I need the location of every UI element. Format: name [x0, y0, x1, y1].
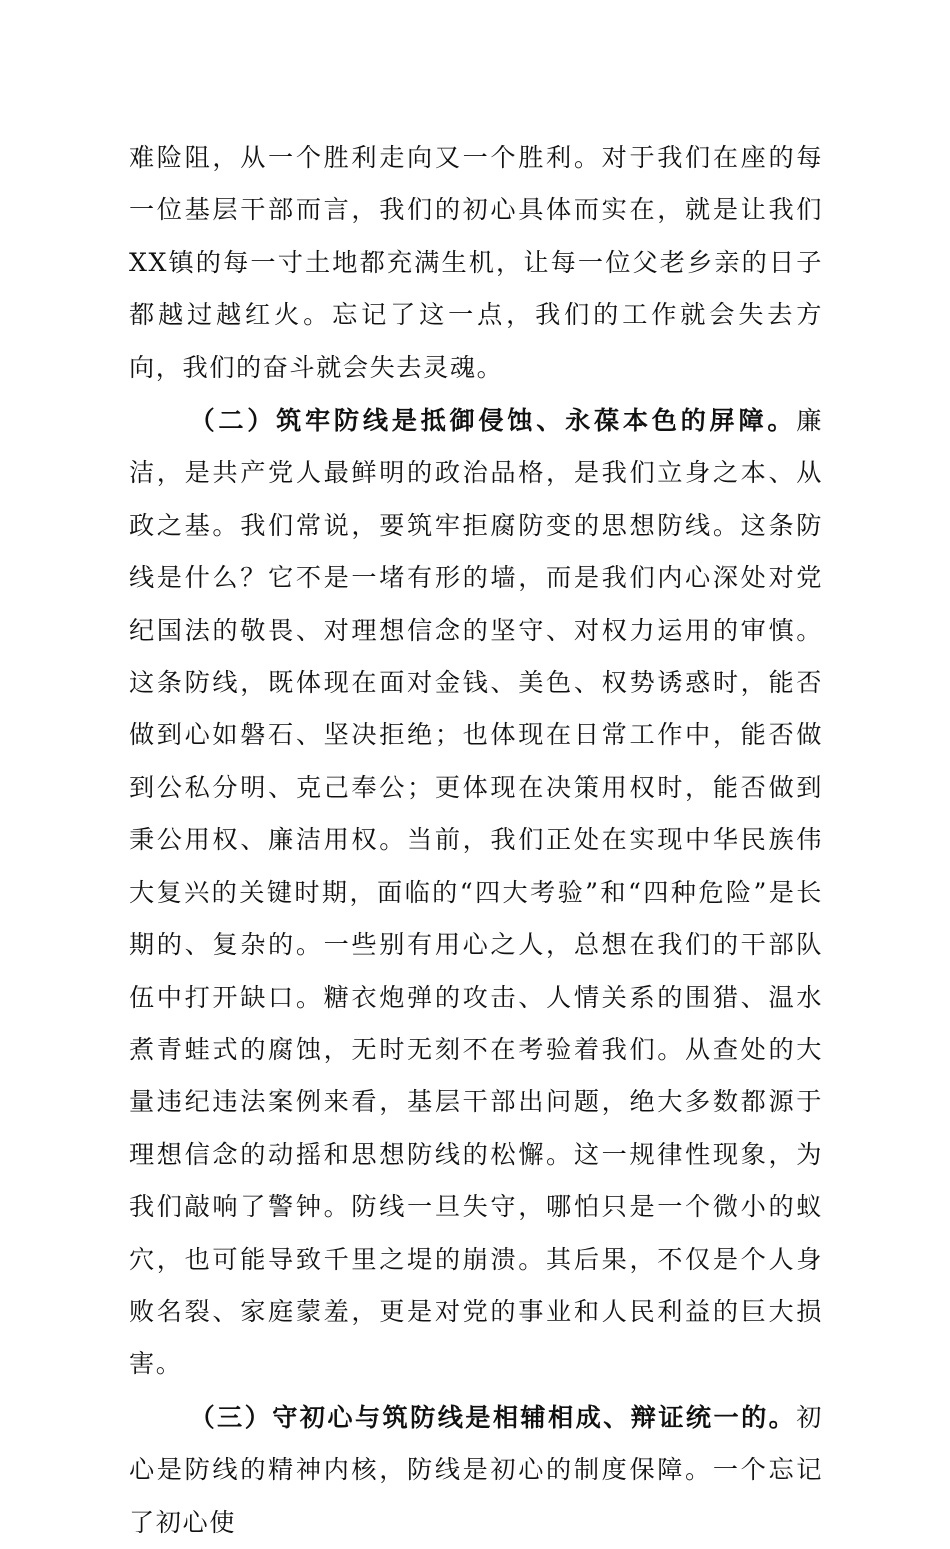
- paragraph-section-3: [129, 1391, 823, 1549]
- paragraph-text: 廉洁，是共产党人最鲜明的政治品格，是我们立身之本、从政之基。我们常说，要筑牢拒腐防变的思想防线。这条防线是什么？它不是一堵有形的墙，而是我们内心深处对党纪国法的敬畏、对理想信念的坚守、对权力运用的审慎。这条防线，既体现在面对金钱、美色、权势诱惑时，能否做到心如磐石、坚决拒绝；也体现在日常工作中，能否做到公私分明、克己奉公；更体现在决策用权时，能否做到秉公用权、廉洁用权。当前，我们正处在实现中华民族伟大复兴的关键时期，面临的“四大考验”和“四种危险”是长期的、复杂的。一些别有用心之人，总想在我们的干部队伍中打开缺口。糖衣炮弹的攻击、人情关系的围猎、温水煮青蛙式的腐蚀，无时无刻不在考验着我们。从查处的大量违纪违法案例来看，基层干部出问题，绝大多数都源于理想信念的动摇和思想防线的松懈。这一规律性现象，为我们敲响了警钟。防线一旦失守，哪怕只是一个微小的蚁穴，也可能导致千里之堤的崩溃。其后果，不仅是个人身败名裂、家庭蒙羞，更是对党的事业和人民利益的巨大损害。: [129, 406, 823, 1379]
- paragraph-text: 初心是防线的精神内核，防线是初心的制度保障。一个忘记了初心使: [129, 1402, 823, 1537]
- paragraph-section-2: [129, 394, 823, 1391]
- section-heading: （二）筑牢防线是抵御侵蚀、永葆本色的屏障。: [189, 405, 797, 436]
- document-body: [129, 132, 823, 1549]
- section-heading: （三）守初心与筑防线是相辅相成、辩证统一的。: [189, 1401, 797, 1432]
- paragraph-continuation: [129, 132, 823, 394]
- paragraph-text: 难险阻，从一个胜利走向又一个胜利。对于我们在座的每一位基层干部而言，我们的初心具体而实在，就是让我们XX镇的每一寸土地都充满生机，让每一位父老乡亲的日子都越过越红火。忘记了这一点，我们的工作就会失去方向，我们的奋斗就会失去灵魂。: [129, 143, 823, 382]
